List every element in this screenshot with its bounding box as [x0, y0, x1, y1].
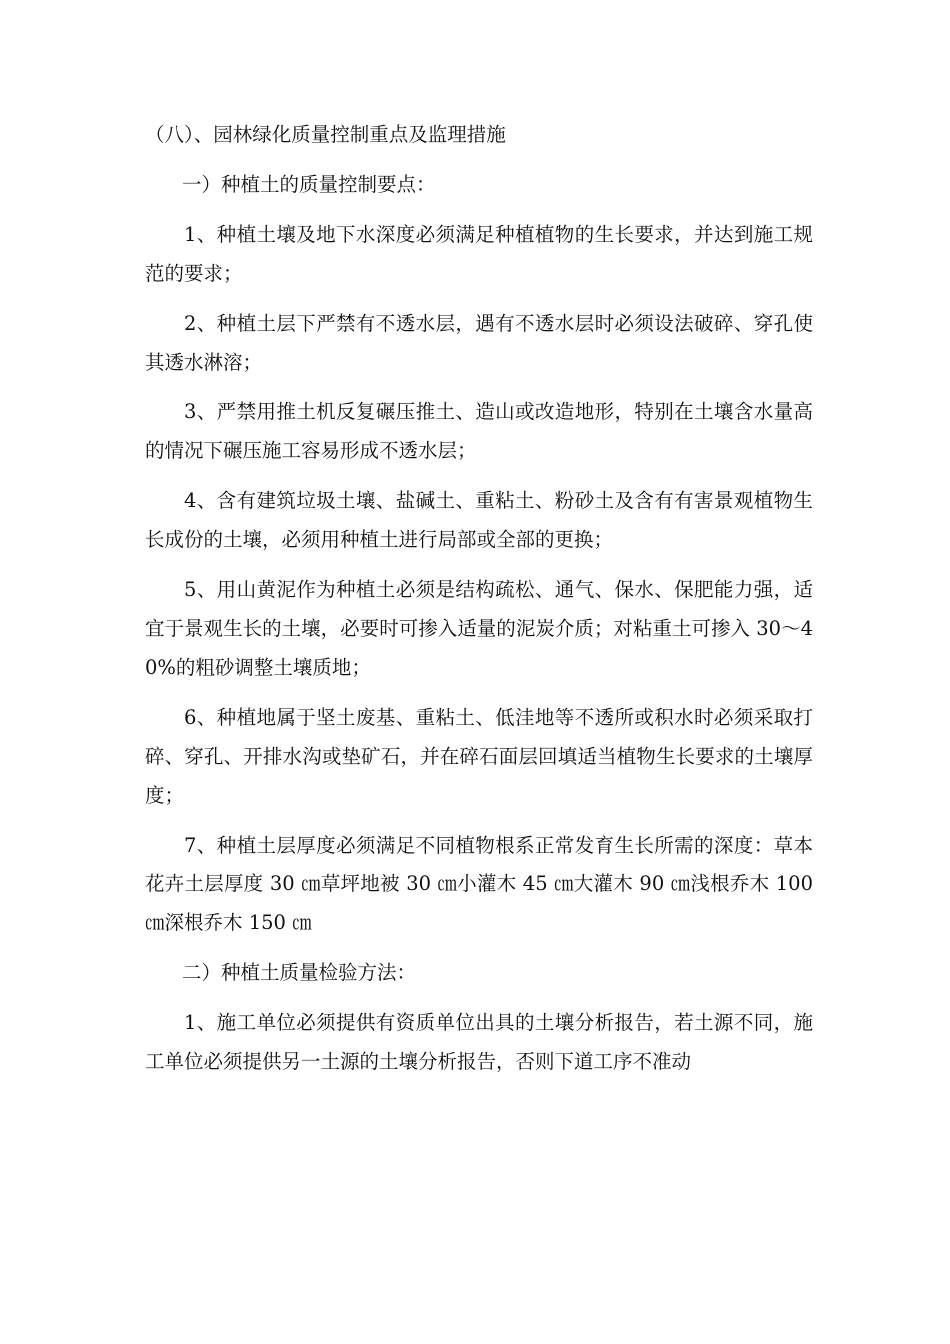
paragraph-inspection-item-1: 1、施工单位必须提供有资质单位出具的土壤分析报告，若土源不同，施工单位必须提供另一土源的土壤分析报告，否则下道工序不准动 — [145, 1011, 813, 1074]
paragraph-item-3: 3、严禁用推土机反复碾压推土、造山或改造地形，特别在土壤含水量高的情况下碾压施工容易形成不透水层； — [145, 400, 813, 463]
paragraph-item-5: 5、用山黄泥作为种植土必须是结构疏松、通气、保水、保肥能力强，适宜于景观生长的土壤，必要时可掺入适量的泥炭介质；对粘重土可掺入 30～40%的粗砂调整土壤质地； — [145, 578, 813, 679]
subsection-heading-planting-soil-control: 一）种植土的质量控制要点： — [182, 172, 436, 196]
paragraph-item-7: 7、种植土层厚度必须满足不同植物根系正常发育生长所需的深度：草本花卉土层厚度 30 ㎝草坪地被 30 ㎝小灌木 45 ㎝大灌木 90 ㎝浅根乔木 100 ㎝深根乔木 150 ㎝ — [145, 833, 813, 935]
subsection-heading-soil-inspection: 二）种植土质量检验方法： — [182, 961, 417, 985]
document-body — [145, 116, 813, 1093]
paragraph-item-2: 2、种植土层下严禁有不透水层，遇有不透水层时必须设法破碎、穿孔使其透水淋溶； — [145, 311, 813, 374]
paragraph-item-6: 6、种植地属于坚土废基、重粘土、低洼地等不透所或积水时必须采取打碎、穿孔、开排水沟或垫矿石，并在碎石面层回填适当植物生长要求的土壤厚度； — [145, 705, 813, 807]
section-title: （八）、园林绿化质量控制重点及监理措施 — [145, 123, 506, 146]
paragraph-item-4: 4、含有建筑垃圾土壤、盐碱土、重粘土、粉砂土及含有有害景观植物生长成份的土壤，必须用种植土进行局部或全部的更换； — [145, 489, 813, 552]
paragraph-item-1: 1、种植土壤及地下水深度必须满足种植植物的生长要求，并达到施工规范的要求； — [145, 222, 813, 285]
